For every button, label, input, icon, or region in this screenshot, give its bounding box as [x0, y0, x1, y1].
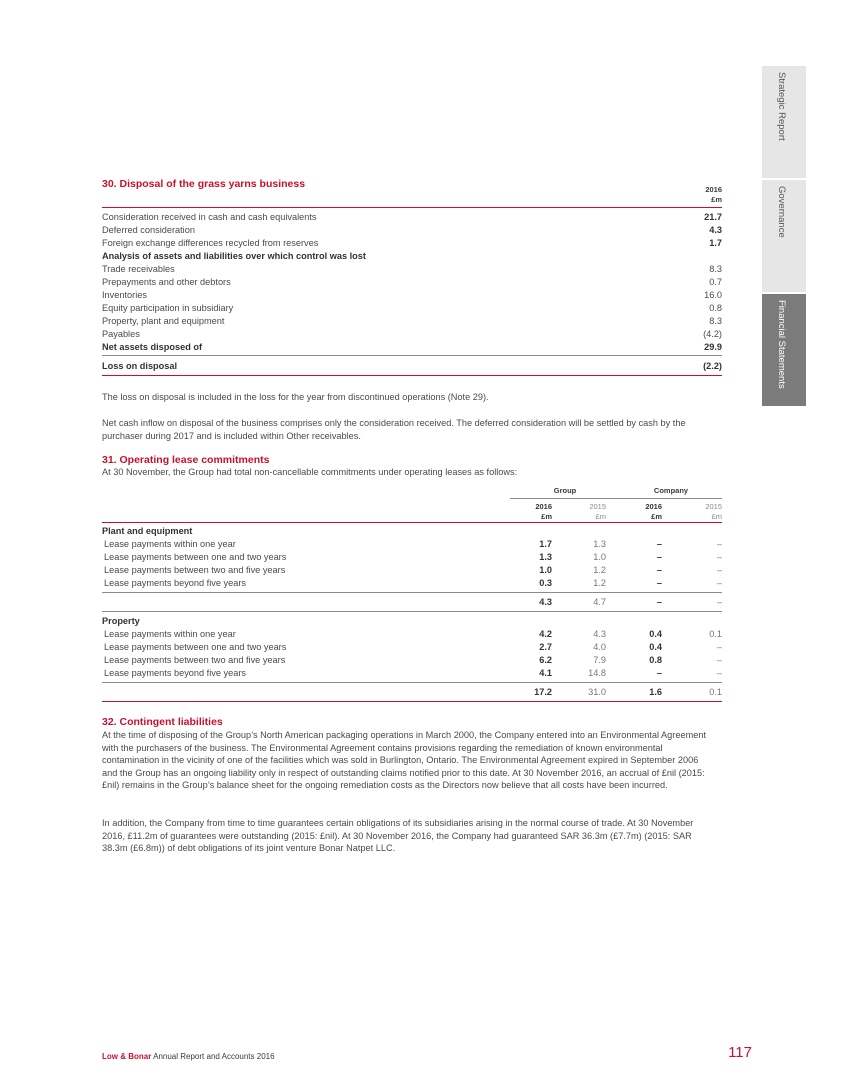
row-label: Lease payments between two and five years [104, 655, 286, 665]
cell: 0.1 [709, 629, 722, 639]
row-value: 8.3 [709, 264, 722, 274]
cell: – [656, 578, 662, 588]
cell: 1.3 [539, 552, 552, 562]
cell: 4.7 [593, 597, 606, 607]
note30-paragraph-1: The loss on disposal is included in the loss for the year from discontinued operations (Note 29). [102, 392, 489, 402]
table-row-total [102, 596, 722, 609]
cell: – [656, 597, 662, 607]
cell: 17.2 [534, 687, 552, 697]
col-unit: £m [711, 511, 722, 521]
table-row [102, 263, 722, 276]
row-value: 16.0 [704, 290, 722, 300]
table-rule [102, 682, 722, 683]
cell: 1.2 [593, 565, 606, 575]
table-row [102, 628, 722, 641]
cell: 2.7 [539, 642, 552, 652]
cell: 7.9 [593, 655, 606, 665]
table-rule [102, 355, 722, 356]
row-label: Lease payments between two and five years [104, 565, 286, 575]
disposal-column-header [705, 185, 722, 204]
row-label: Analysis of assets and liabilities over which control was lost [102, 251, 366, 261]
cell: 1.7 [539, 539, 552, 549]
table-row [102, 564, 722, 577]
footer [102, 1052, 275, 1061]
row-label: Property [102, 616, 140, 626]
cell: – [716, 539, 722, 549]
side-tab-financial-statements[interactable] [762, 294, 806, 406]
row-value: 0.7 [709, 277, 722, 287]
col-year: 2016 [705, 185, 722, 194]
col-group-2016 [512, 502, 552, 521]
col-company-2016 [622, 502, 662, 521]
cell: – [656, 552, 662, 562]
page-number: 117 [728, 1044, 752, 1061]
col-company-2015 [682, 502, 722, 521]
note30-title: 30. Disposal of the grass yarns business [102, 178, 306, 190]
row-value: (4.2) [703, 329, 722, 339]
cell: 1.0 [593, 552, 606, 562]
table-row [102, 276, 722, 289]
table-rule [102, 701, 722, 702]
row-label: Payables [102, 329, 140, 339]
cell: 6.2 [539, 655, 552, 665]
cell: – [716, 668, 722, 678]
table-row [102, 315, 722, 328]
row-value: 1.7 [709, 238, 722, 248]
side-tab-label: Governance [776, 186, 787, 238]
cell: 4.2 [539, 629, 552, 639]
row-value: 29.9 [704, 342, 722, 352]
cell: – [716, 642, 722, 652]
note32-paragraph-2: In addition, the Company from time to time guarantees certain obligations of its subsidiaries arising in the normal course of trade. At 30 November 2016, £11.2m of guarantees were outstanding (2015: £nil). At 30 November 2016, the Company had guaranteed SAR 36.3m (£7.7m) (2015: SAR 38.3m (£6.8m)) of debt obligations of its joint venture Bonar Natpet LLC. [102, 818, 694, 854]
table-rule [102, 375, 722, 376]
note31-intro: At 30 November, the Group had total non-cancellable commitments under operating leases as follows: [102, 467, 518, 477]
table-row [102, 551, 722, 564]
cell: 14.8 [588, 668, 606, 678]
table-subheading [102, 615, 722, 628]
row-label: Property, plant and equipment [102, 316, 225, 326]
row-value: 0.8 [709, 303, 722, 313]
table-row-loss [102, 360, 722, 373]
cell: 0.4 [649, 629, 662, 639]
row-label: Lease payments beyond five years [104, 578, 246, 588]
row-label: Net assets disposed of [102, 342, 203, 352]
cell: – [716, 655, 722, 665]
table-rule [102, 611, 722, 612]
table-subheading [102, 250, 722, 263]
side-tab-label: Financial Statements [776, 300, 787, 389]
cell: – [716, 597, 722, 607]
footer-text: Annual Report and Accounts 2016 [151, 1052, 275, 1061]
col-year: 2016 [535, 502, 552, 511]
table-row [102, 538, 722, 551]
table-row [102, 211, 722, 224]
cell: 31.0 [588, 687, 606, 697]
cell: 1.3 [593, 539, 606, 549]
table-row [102, 641, 722, 654]
table-row [102, 328, 722, 341]
row-value: 4.3 [709, 225, 722, 235]
col-unit: £m [541, 511, 552, 521]
table-subheading [102, 525, 722, 538]
cell: – [716, 552, 722, 562]
cell: 0.8 [649, 655, 662, 665]
side-tab-strategic-report[interactable] [762, 66, 806, 178]
cell: 0.3 [539, 578, 552, 588]
col-unit: £m [711, 194, 722, 204]
table-row [102, 577, 722, 590]
row-label: Equity participation in subsidiary [102, 303, 234, 313]
table-row-total [102, 341, 722, 354]
cell: 1.0 [539, 565, 552, 575]
col-year: 2015 [589, 502, 606, 511]
side-tab-label: Strategic Report [776, 72, 787, 141]
cell: – [716, 578, 722, 588]
col-year: 2016 [645, 502, 662, 511]
cell: 4.3 [593, 629, 606, 639]
cell: 4.3 [539, 597, 552, 607]
table-row [102, 302, 722, 315]
footer-brand: Low & Bonar [102, 1052, 152, 1061]
row-label: Loss on disposal [102, 361, 178, 371]
cell: 4.1 [539, 668, 552, 678]
note30-paragraph-2: Net cash inflow on disposal of the business comprises only the consideration received. The deferred consideration will be settled by cash by the purchaser during 2017 and is included within Other receivables. [102, 418, 686, 441]
row-label: Lease payments within one year [104, 539, 236, 549]
cell: 4.0 [593, 642, 606, 652]
row-label: Trade receivables [102, 264, 175, 274]
row-value: 8.3 [709, 316, 722, 326]
table-rule [102, 522, 722, 523]
cell: – [656, 668, 662, 678]
row-label: Lease payments between one and two years [104, 552, 287, 562]
table-row [102, 224, 722, 237]
table-row [102, 289, 722, 302]
cell: – [656, 565, 662, 575]
col-unit: £m [651, 511, 662, 521]
company-header: Company [620, 486, 722, 499]
note32-title: 32. Contingent liabilities [102, 716, 223, 728]
note32-paragraph-1: At the time of disposing of the Group’s North American packaging operations in March 2000, the Company entered into an Environmental Agreement with the purchasers of the business. The Environmental Agreement contains provisions regarding the remediation of known environmental contamination in the vicinity of one of the facilities which was sold in Burlington, Ontario. The Environmental Agreement expired in September 2006 and the Group has an ongoing liability only in respect of outstanding claims notified prior to this date. At 30 November 2016, an accrual of £nil (2015: £nil) remains in the Group’s balance sheet for the ongoing remediation costs as the Directors now believe that all costs have been incurred. [102, 730, 707, 791]
note31-title: 31. Operating lease commitments [102, 454, 270, 466]
col-group-2015 [566, 502, 606, 521]
row-value: (2.2) [703, 361, 722, 371]
table-rule [102, 592, 722, 593]
row-label: Inventories [102, 290, 147, 300]
table-row [102, 667, 722, 680]
row-label: Deferred consideration [102, 225, 195, 235]
table-row [102, 654, 722, 667]
cell: 0.4 [649, 642, 662, 652]
col-unit: £m [595, 511, 606, 521]
cell: – [716, 565, 722, 575]
row-label: Prepayments and other debtors [102, 277, 231, 287]
cell: – [656, 539, 662, 549]
group-header: Group [510, 486, 620, 499]
table-rule [102, 207, 722, 208]
side-tab-governance[interactable] [762, 180, 806, 292]
row-label: Lease payments beyond five years [104, 668, 246, 678]
cell: 0.1 [709, 687, 722, 697]
row-label: Lease payments between one and two years [104, 642, 287, 652]
cell: 1.2 [593, 578, 606, 588]
row-label: Consideration received in cash and cash equivalents [102, 212, 317, 222]
row-label: Lease payments within one year [104, 629, 236, 639]
col-year: 2015 [705, 502, 722, 511]
table-row [102, 237, 722, 250]
table-row-total [102, 686, 722, 699]
cell: 1.6 [649, 687, 662, 697]
row-label: Foreign exchange differences recycled from reserves [102, 238, 319, 248]
row-value: 21.7 [704, 212, 722, 222]
row-label: Plant and equipment [102, 526, 193, 536]
